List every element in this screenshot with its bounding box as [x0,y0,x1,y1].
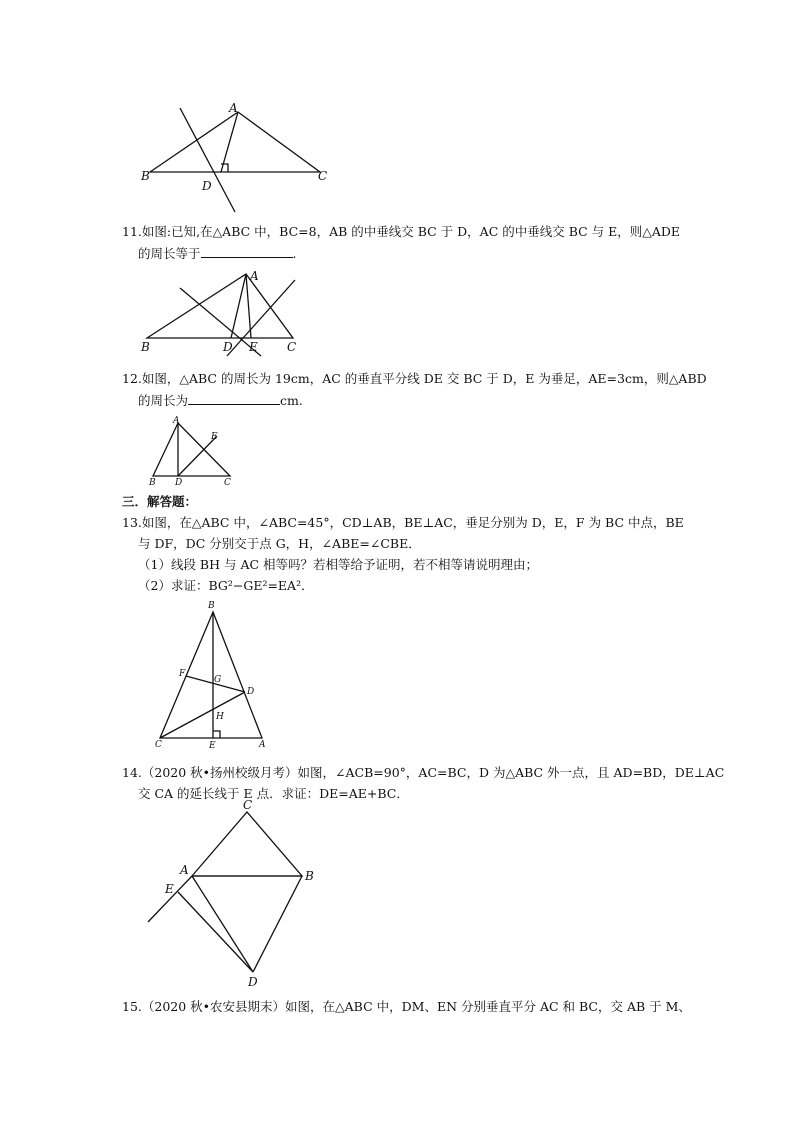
label-a: A [180,863,189,877]
label-b: B [141,340,150,354]
label-d: D [223,340,233,354]
right-angle-e [213,731,220,738]
line-ad [231,274,246,338]
label-c: C [287,340,297,354]
q13-part2: （2）求证：BG²−GE²=EA²． [138,578,314,593]
label-e: E [209,741,216,750]
label-a: A [229,101,238,115]
label-a: A [173,416,180,426]
label-g: G [214,675,222,685]
q11-line2-post: . [292,246,297,261]
label-d: D [247,687,255,697]
label-c: C [224,478,231,488]
q13-part1: （1）线段 BH 与 AC 相等吗？若相等给予证明，若不相等请说明理由； [138,557,539,572]
label-c: C [155,740,162,750]
label-d: D [248,975,258,989]
triangle-abc [160,612,262,738]
line-ad [192,876,253,972]
label-e: E [211,432,218,442]
q15-line1: 15.（2020 秋•农安县期末）如图，在△ABC 中，DM、EN 分别垂直平分 AC 和 BC，交 AB 于 M、 [122,999,691,1014]
q14-line2: 交 CA 的延长线于 E 点．求证：DE=AE+BC． [138,786,409,801]
line-bd [253,876,302,972]
label-c: C [243,800,253,812]
q13-line1: 13.如图，在△ABC 中，∠ABC=45°，CD⊥AB，BE⊥AC，垂足分别为 D，E，F 为 BC 中点，BE [122,515,684,530]
figure-q11 [135,266,310,358]
q11-line1: 11.如图:已知,在△ABC 中，BC=8，AB 的中垂线交 BC 于 D，AC 的中垂线交 BC 与 E，则△ADE [122,224,681,239]
line-ed [178,892,253,972]
q12-line2-pre: 的周长为 [138,393,189,408]
perpendicular-bisector-line [180,108,235,212]
line-ae [246,274,251,338]
label-b: B [305,869,314,883]
label-c: C [318,169,328,183]
q14-line1: 14.（2020 秋•扬州校级月考）如图，∠ACB=90°，AC=BC，D 为△ABC 外一点，且 AD=BD，DE⊥AC [122,765,725,780]
label-f: F [179,669,186,679]
triangle-abc [153,423,230,476]
q13-line2: 与 DF，DC 分别交于点 G，H，∠ABE=∠CBE． [138,536,421,551]
label-d: D [202,179,212,193]
line-cd [160,692,245,738]
q12-line2 [138,390,303,411]
q12-line1: 12.如图，△ABC 的周长为 19cm，AC 的垂直平分线 DE 交 BC 于 D，E 为垂足，AE=3cm，则△ABD [122,371,707,386]
q11-line2 [138,243,297,264]
figure-q10 [135,100,335,218]
label-b: B [208,601,215,611]
figure-q14 [140,800,325,990]
label-a: A [259,740,266,750]
q11-line2-pre: 的周长等于 [138,246,201,261]
label-d: D [175,478,183,488]
q12-line2-post: cm. [280,393,303,408]
q12-answer-blank[interactable] [188,390,280,405]
q11-answer-blank[interactable] [201,243,293,258]
label-e: E [165,882,174,896]
figure-q13 [150,598,275,750]
line-ad [221,112,238,172]
label-h: H [216,712,224,722]
triangle-acb [192,812,302,876]
label-b: B [141,169,150,183]
figure-q12 [143,414,243,488]
label-e: E [249,340,258,354]
bisector-ac [227,280,295,356]
label-a: A [250,269,259,283]
label-b: B [149,478,156,488]
section-heading: 三．解答题： [122,494,198,509]
